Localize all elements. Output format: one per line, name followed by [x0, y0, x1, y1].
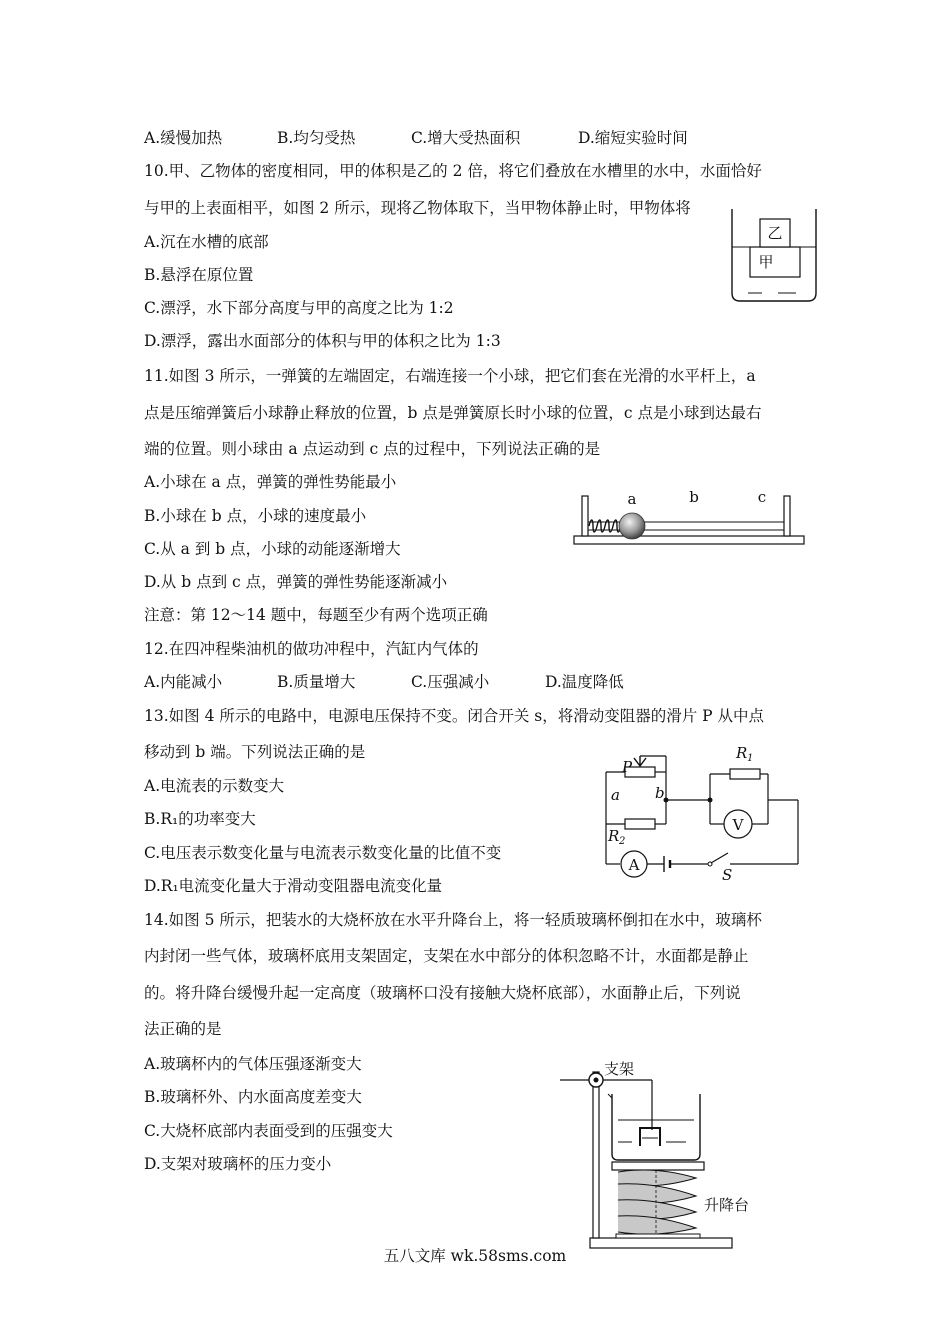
- fig4-label-a-meter: A: [628, 856, 640, 874]
- fig5-label-lift: 升降台: [704, 1196, 750, 1214]
- q13-option-c: C.电压表示数变化量与电流表示数变化量的比值不变: [144, 844, 502, 862]
- q13-stem-line2: 移动到 b 端。下列说法正确的是: [144, 743, 366, 761]
- fig4-label-b: b: [655, 784, 665, 802]
- q11-option-a: A.小球在 a 点，弹簧的弹性势能最小: [144, 473, 397, 491]
- inverted-glass-icon: [640, 1128, 660, 1146]
- q9-option-c: C.增大受热面积: [411, 129, 521, 147]
- fig4-label-p: P: [622, 758, 633, 776]
- q13-option-d: D.R₁电流变化量大于滑动变阻器电流变化量: [144, 877, 443, 895]
- q9-option-a: A.缓慢加热: [144, 129, 223, 147]
- q12-option-a: A.内能减小: [144, 673, 223, 691]
- fig4-label-r2: R: [608, 827, 620, 845]
- fig4-label-a: a: [611, 786, 620, 804]
- q12-option-d: D.温度降低: [545, 673, 624, 691]
- fig3-label-c: c: [757, 488, 767, 506]
- q11-stem-line1: 11.如图 3 所示，一弹簧的左端固定，右端连接一个小球，把它们套在光滑的水平杆上，a: [144, 367, 756, 385]
- fig4-label-r1: R: [736, 744, 748, 762]
- fig5-label-stand: 支架: [604, 1060, 635, 1078]
- q13-stem-line1: 13.如图 4 所示的电路中，电源电压保持不变。闭合开关 s，将滑动变阻器的滑片 P 从中点: [144, 707, 765, 725]
- q10-stem-line1: 10.甲、乙物体的密度相同，甲的体积是乙的 2 倍，将它们叠放在水槽里的水中，水面恰好: [144, 162, 762, 180]
- q14-option-a: A.玻璃杯内的气体压强逐渐变大: [144, 1055, 362, 1073]
- resistor-r2: [625, 819, 655, 829]
- q11-option-d: D.从 b 点到 c 点，弹簧的弹性势能逐渐减小: [144, 573, 448, 591]
- q13-option-b: B.R₁的功率变大: [144, 810, 256, 828]
- q14-stem-line3: 的。将升降台缓慢升起一定高度（玻璃杯口没有接触大烧杯底部），水面静止后，下列说: [144, 984, 741, 1002]
- figure-3-spring-ball: [572, 484, 808, 550]
- q14-option-b: B.玻璃杯外、内水面高度差变大: [144, 1088, 362, 1106]
- q14-stem-line1: 14.如图 5 所示，把装水的大烧杯放在水平升降台上，将一轻质玻璃杯倒扣在水中，玻璃杯: [144, 911, 762, 929]
- ball-icon: [619, 513, 645, 539]
- q12-option-b: B.质量增大: [277, 673, 356, 691]
- q11-stem-line3: 端的位置。则小球由 a 点运动到 c 点的过程中，下列说法正确的是: [144, 440, 601, 458]
- figure-5-beaker-lift: [556, 1050, 786, 1256]
- q13-option-a: A.电流表的示数变大: [144, 777, 285, 795]
- q11-stem-line2: 点是压缩弹簧后小球静止释放的位置，b 点是弹簧原长时小球的位置，c 点是小球到达最右: [144, 404, 762, 422]
- q10-option-d: D.漂浮，露出水面部分的体积与甲的体积之比为 1:3: [144, 332, 501, 350]
- figure-2-water-tank: [726, 207, 822, 305]
- fig3-label-a: a: [627, 490, 637, 508]
- q10-option-c: C.漂浮，水下部分高度与甲的高度之比为 1:2: [144, 299, 454, 317]
- q14-option-c: C.大烧杯底部内表面受到的压强变大: [144, 1122, 393, 1140]
- resistor-r1: [730, 769, 760, 779]
- q12-stem: 12.在四冲程柴油机的做功冲程中，汽缸内气体的: [144, 640, 479, 658]
- lift-spring-icon: [618, 1170, 696, 1236]
- fig4-label-r1-sub: 1: [747, 753, 754, 764]
- q9-option-b: B.均匀受热: [277, 129, 356, 147]
- q11-option-c: C.从 a 到 b 点，小球的动能逐渐增大: [144, 540, 401, 558]
- fig3-label-b: b: [689, 488, 699, 506]
- footer-source: 五八文库 wk.58sms.com: [383, 1247, 567, 1265]
- q12-option-c: C.压强减小: [411, 673, 490, 691]
- q14-option-d: D.支架对玻璃杯的压力变小: [144, 1155, 332, 1173]
- q10-stem-line2: 与甲的上表面相平，如图 2 所示，现将乙物体取下，当甲物体静止时，甲物体将: [144, 199, 691, 217]
- fig4-label-r2-sub: 2: [619, 836, 626, 847]
- note-multiple-answers: 注意：第 12～14 题中，每题至少有两个选项正确: [144, 606, 488, 624]
- fig4-label-v: V: [732, 816, 744, 834]
- fig2-label-yi: 乙: [767, 224, 783, 242]
- q11-option-b: B.小球在 b 点，小球的速度最小: [144, 507, 367, 525]
- fig2-label-jia: 甲: [758, 253, 774, 271]
- q10-option-b: B.悬浮在原位置: [144, 266, 254, 284]
- q14-stem-line4: 法正确的是: [144, 1020, 222, 1038]
- fig4-label-s: S: [722, 866, 733, 884]
- figure-4-circuit: [590, 742, 810, 882]
- q14-stem-line2: 内封闭一些气体，玻璃杯底用支架固定，支架在水中部分的体积忽略不计，水面都是静止: [144, 947, 749, 965]
- q9-option-d: D.缩短实验时间: [578, 129, 688, 147]
- q10-option-a: A.沉在水槽的底部: [144, 233, 269, 251]
